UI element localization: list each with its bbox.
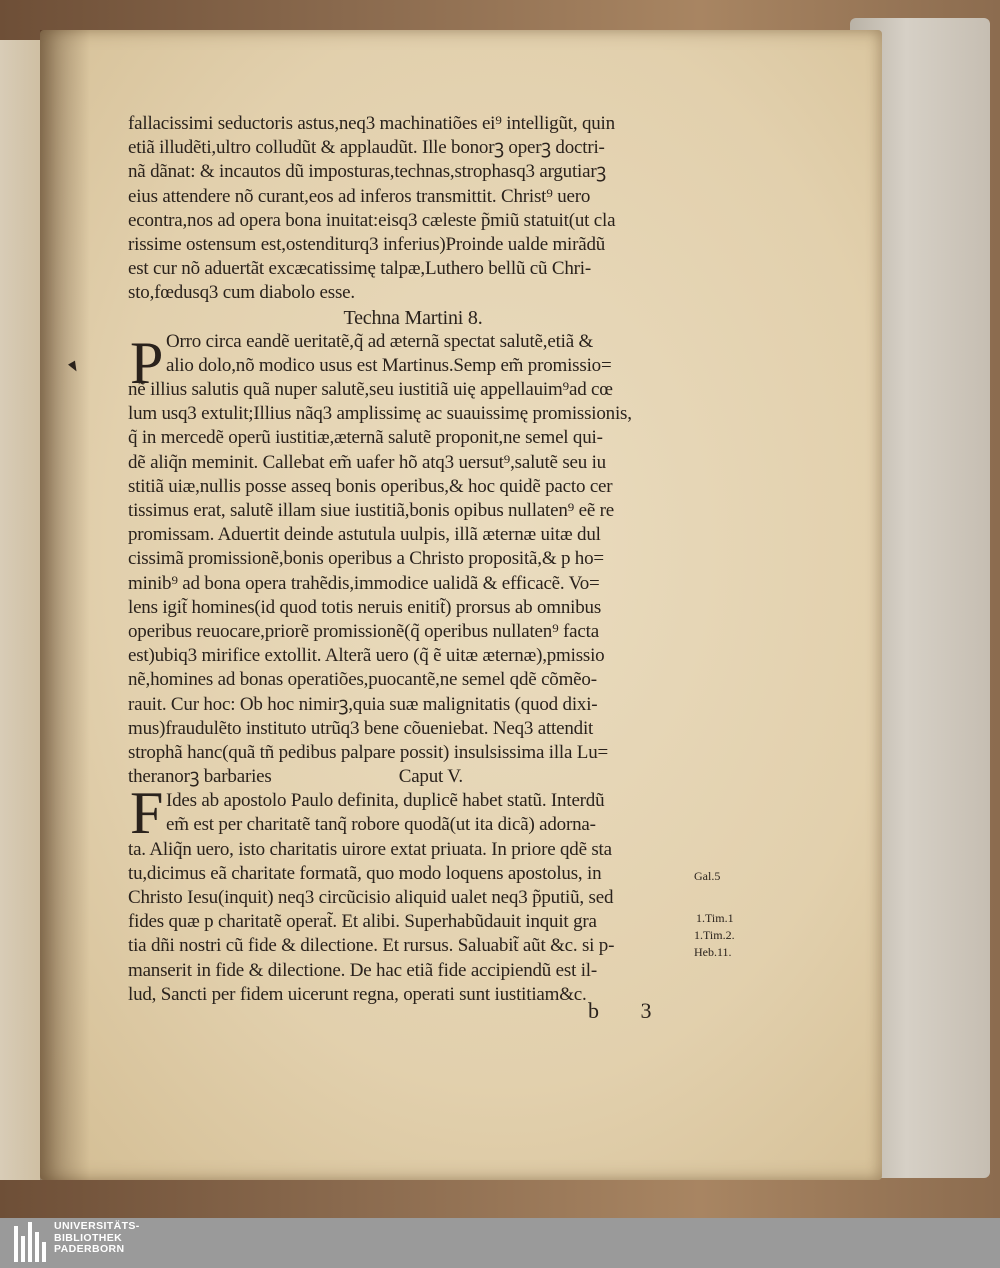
text-line: est)ubiq3 mirifice extollit. Alterã uero (q̃ ẽ uitæ æternæ),pmissio xyxy=(128,645,605,667)
text-fragment: theranorꝫ barbaries xyxy=(128,766,272,788)
text-line: ta. Aliq̃n uero, isto charitatis uirore extat priuata. In priore qdẽ sta xyxy=(128,838,612,860)
drop-cap-p: P xyxy=(130,330,164,396)
page-signature: b 3 xyxy=(588,998,670,1023)
text-line: Christo Iesu(inquit) neq3 circũcisio aliquid ualet neq3 p̃putiũ, sed xyxy=(128,887,614,908)
text-line: em̃ est per charitatẽ tanq̃ robore quodã(ut ita dicã) adorna- xyxy=(166,814,596,836)
library-name-line3: PADERBORN xyxy=(54,1243,125,1255)
text-line: lud, Sancti per fidem uicerunt regna, operati sunt iustitiam&c. xyxy=(128,983,587,1005)
library-name xyxy=(54,1221,140,1256)
text-line: tu,dicimus eã charitate formatã, quo modo loquens apostolus, in xyxy=(128,862,602,884)
text-line: nẽ,homines ad bonas operatiões,puocantẽ,ne semel qdẽ cõmẽo- xyxy=(128,669,597,691)
text-line: q̃ in mercedẽ operũ iustitiæ,æternã salutẽ proponit,ne semel qui- xyxy=(128,427,603,449)
library-name-line1: UNIVERSITÄTS- xyxy=(54,1220,140,1232)
text-line: Ides ab apostolo Paulo definita, duplicẽ habet statũ. Interdũ xyxy=(166,790,605,812)
margin-note-tim1: 1.Tim.1 xyxy=(696,911,734,925)
text-line: rauit. Cur hoc: Ob hoc nimirꝫ,quia suæ malignitatis (quod dixi- xyxy=(128,693,598,715)
library-logo-icon xyxy=(14,1222,48,1264)
text-line: sto,fœdusq3 cum diabolo esse. xyxy=(128,282,355,304)
text-line: minib⁹ ad bona opera trahẽdis,immodice ualidã & efficacẽ. Vo= xyxy=(128,572,600,594)
text-line: operibus reuocare,priorẽ promissionẽ(q̃ operibus nullaten⁹ facta xyxy=(128,620,599,642)
text-line: cissimã promissionẽ,bonis operibus a Christo propositã,& p ho= xyxy=(128,548,604,570)
margin-note-heb: Heb.11. xyxy=(694,945,732,959)
library-name-line2: BIBLIOTHEK xyxy=(54,1231,123,1244)
text-line: nẽ illius salutis quã nuper salutẽ,seu iustitiã uię appellauim⁹ad cœ xyxy=(128,379,613,401)
text-line: Orro circa eandẽ ueritatẽ,q̃ ad æternã spectat salutẽ,etiã & xyxy=(166,330,594,352)
text-line: lum usq3 extulit;Illius nãq3 amplissimę ac suauissimę promissionis, xyxy=(128,403,632,425)
text-line: tia dñi nostri cũ fide & dilectione. Et rursus. Saluabit̃ aũt &c. si p- xyxy=(128,935,615,957)
text-line: stitiã uiæ,nullis posse asseq bonis operibus,& hoc quidẽ pacto cer xyxy=(128,475,613,497)
footer-bar xyxy=(0,1218,1000,1268)
text-line: econtra,nos ad opera bona inuitat:eisq3 cæleste p̃miũ statuit(ut cla xyxy=(128,209,616,231)
text-line: strophã hanc(quã tñ pedibus palpare possit) insulsissima illa Lu= xyxy=(128,741,609,763)
text-line: dẽ aliq̃n meminit. Callebat em̃ uafer hõ atq3 uersut⁹,salutẽ seu iu xyxy=(128,451,606,473)
text-line: fides quæ p charitatẽ operat̃. Et alibi. Superhabũdauit inquit gra xyxy=(128,911,597,933)
drop-cap-f: F xyxy=(130,780,164,846)
text-line: mus)fraudulẽto instituto utrũq3 bene cõueniebat. Neq3 attendit xyxy=(128,717,594,739)
chapter-heading: Caput V. xyxy=(398,766,463,788)
text-line: promissam. Aduertit deinde astutula uulpis, illã æternæ uitæ dul xyxy=(128,524,601,546)
text-line: rissime ostensum est,ostenditurq3 inferius)Proinde ualde mirãdũ xyxy=(128,233,606,255)
text-line: lens igit̃ homines(id quod totis neruis enitit̃) prorsus ab omnibus xyxy=(128,596,602,618)
text-line: alio dolo,nõ modico usus est Martinus.Semp em̃ promissio= xyxy=(166,354,612,376)
margin-note-gal: Gal.5 xyxy=(694,869,721,883)
text-line-with-heading xyxy=(128,765,698,789)
text-line: etiã illudẽti,ultro colludũt & applaudũt. Ille bonorꝫ operꝫ doctri- xyxy=(128,137,605,159)
text-line: manserit in fide & dilectione. De hac etiã fide accipiendũ est il- xyxy=(128,959,597,981)
section-heading: Techna Martini 8. xyxy=(343,306,483,329)
margin-note-tim2: 1.Tim.2. xyxy=(694,928,735,942)
page-text xyxy=(128,112,698,1007)
text-line: tissimus erat, salutẽ illam siue iustitiã,bonis opibus nullaten⁹ eẽ re xyxy=(128,500,615,521)
text-line: nã dãnat: & incautos dũ imposturas,technas,strophasq3 argutiarꝫ xyxy=(128,161,606,183)
text-line: fallacissimi seductoris astus,neq3 machinatiões ei⁹ intelligũt, quin xyxy=(128,113,615,134)
text-line: eius attendere nõ curant,eos ad inferos transmittit. Christ⁹ uero xyxy=(128,185,591,207)
text-line: est cur nõ aduertãt excæcatissimę talpæ,Luthero bellũ cũ Chri- xyxy=(128,258,591,280)
gutter-shadow xyxy=(40,30,90,1180)
